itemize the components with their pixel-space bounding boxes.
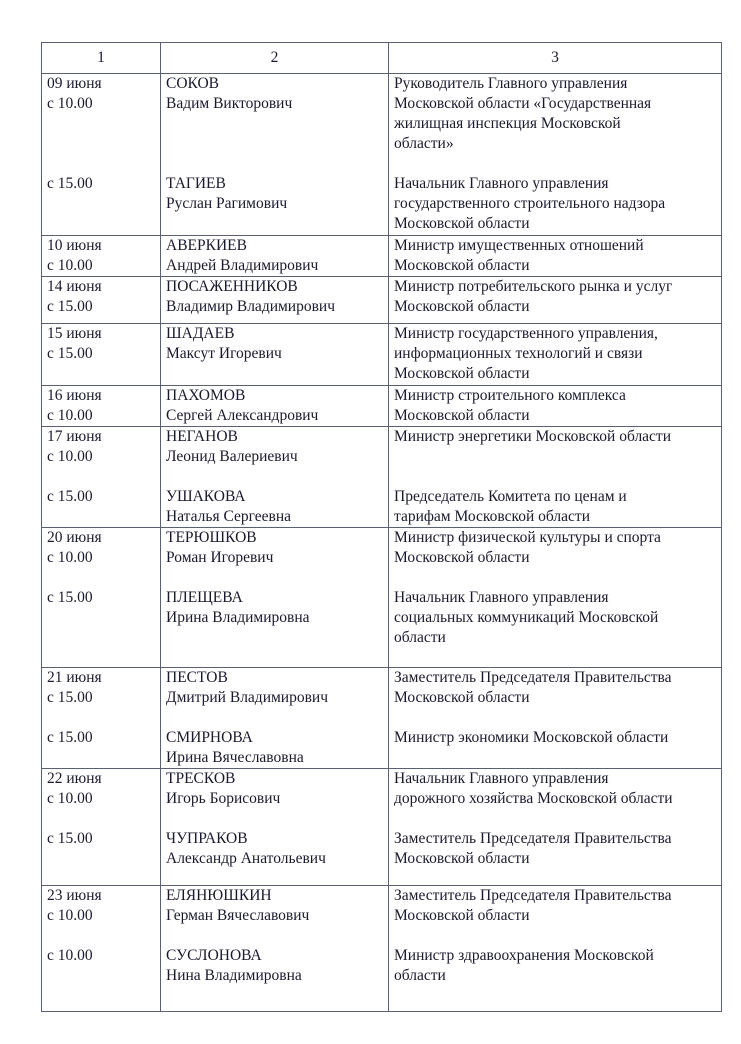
meeting-date: 10 июня (47, 237, 102, 254)
position-line: дорожного хозяйства Московской области (394, 790, 673, 807)
given-names: Нина Владимировна (166, 967, 302, 984)
table-row (42, 236, 722, 277)
spacer (394, 447, 717, 467)
position-line: Заместитель Председателя Правительства (394, 830, 672, 847)
position-line: Начальник Главного управления (394, 589, 609, 606)
surname: СОКОВ (166, 75, 220, 92)
position-line: Московской области (394, 850, 530, 867)
given-names: Леонид Валериевич (166, 448, 298, 465)
spacer (166, 809, 384, 829)
meeting-date: 22 июня (47, 770, 102, 787)
spacer (166, 154, 384, 174)
spacer (47, 926, 156, 946)
position-line: Московской области (394, 298, 530, 315)
spacer (166, 926, 384, 946)
meeting-time: с 10.00 (47, 407, 93, 424)
date-time-cell (42, 277, 161, 324)
position-line: Председатель Комитета по ценам и (394, 488, 627, 505)
meeting-time: с 10.00 (47, 549, 93, 566)
person-cell (161, 277, 389, 324)
meeting-date: 09 июня (47, 75, 102, 92)
header-col-1: 1 (42, 43, 161, 74)
given-names: Роман Игоревич (166, 549, 274, 566)
meeting-date: 17 июня (47, 428, 102, 445)
spacer (394, 568, 717, 588)
surname: СМИРНОВА (166, 729, 253, 746)
position-line: Московской области (394, 407, 530, 424)
position-line: Министр экономики Московской области (394, 729, 669, 746)
surname: ТРЕСКОВ (166, 770, 236, 787)
date-time-cell (42, 236, 161, 277)
position-line: Руководитель Главного управления (394, 75, 628, 92)
person-cell (161, 386, 389, 427)
meeting-time: с 10.00 (47, 947, 93, 964)
position-line: жилищная инспекция Московской (394, 115, 621, 132)
position-line: области (394, 967, 446, 984)
person-cell (161, 668, 389, 769)
date-time-cell (42, 74, 161, 236)
meeting-date: 23 июня (47, 887, 102, 904)
spacer (47, 154, 156, 174)
table-row (42, 324, 722, 386)
given-names: Максут Игоревич (166, 345, 282, 362)
surname: НЕГАНОВ (166, 428, 238, 445)
surname: АВЕРКИЕВ (166, 237, 247, 254)
position-line: Московской области (394, 365, 530, 382)
surname: ЧУПРАКОВ (166, 830, 248, 847)
given-names: Герман Вячеславович (166, 907, 310, 924)
meeting-time: с 15.00 (47, 729, 93, 746)
given-names: Андрей Владимирович (166, 257, 319, 274)
meeting-time: с 10.00 (47, 95, 93, 112)
spacer (394, 809, 717, 829)
position-line: социальных коммуникаций Московской (394, 609, 659, 626)
position-line: Московской области «Государственная (394, 95, 652, 112)
meeting-date: 14 июня (47, 278, 102, 295)
surname: УШАКОВА (166, 488, 246, 505)
meeting-time: с 15.00 (47, 488, 93, 505)
surname: ПОСАЖЕННИКОВ (166, 278, 298, 295)
surname: ЕЛЯНЮШКИН (166, 887, 272, 904)
given-names: Дмитрий Владимирович (166, 689, 329, 706)
spacer (47, 568, 156, 588)
person-cell (161, 74, 389, 236)
date-time-cell (42, 386, 161, 427)
meeting-date: 16 июня (47, 387, 102, 404)
person-cell (161, 769, 389, 886)
given-names: Ирина Вячеславовна (166, 749, 304, 766)
position-cell (389, 277, 722, 324)
surname: ШАДАЕВ (166, 325, 235, 342)
schedule-body (42, 43, 722, 1012)
spacer (47, 134, 156, 154)
position-line: Министр государственного управления, (394, 325, 658, 342)
meeting-time: с 15.00 (47, 345, 93, 362)
position-line: Московской области (394, 257, 530, 274)
given-names: Наталья Сергеевна (166, 508, 292, 525)
spacer (47, 708, 156, 728)
spacer (394, 467, 717, 487)
position-cell (389, 427, 722, 528)
given-names: Руслан Рагимович (166, 195, 288, 212)
position-line: области (394, 629, 446, 646)
position-cell (389, 769, 722, 886)
position-line: Заместитель Председателя Правительства (394, 887, 672, 904)
spacer (47, 809, 156, 829)
surname: ПЛЕЩЕВА (166, 589, 243, 606)
meeting-date: 15 июня (47, 325, 102, 342)
date-time-cell (42, 528, 161, 668)
position-line: информационных технологий и связи (394, 345, 643, 362)
surname: СУСЛОНОВА (166, 947, 262, 964)
date-time-cell (42, 886, 161, 1012)
table-row (42, 427, 722, 528)
given-names: Александр Анатольевич (166, 850, 326, 867)
position-line: Министр потребительского рынка и услуг (394, 278, 673, 295)
position-cell (389, 528, 722, 668)
meeting-time: с 10.00 (47, 448, 93, 465)
spacer (166, 708, 384, 728)
position-cell (389, 324, 722, 386)
spacer (166, 568, 384, 588)
table-row (42, 386, 722, 427)
table-row (42, 668, 722, 769)
table-row (42, 886, 722, 1012)
given-names: Владимир Владимирович (166, 298, 336, 315)
spacer (394, 708, 717, 728)
given-names: Игорь Борисович (166, 790, 281, 807)
meeting-time: с 15.00 (47, 689, 93, 706)
position-cell (389, 74, 722, 236)
meeting-time: с 10.00 (47, 907, 93, 924)
spacer (166, 134, 384, 154)
position-cell (389, 236, 722, 277)
meeting-date: 20 июня (47, 529, 102, 546)
meeting-time: с 15.00 (47, 298, 93, 315)
header-col-3: 3 (389, 43, 722, 74)
position-line: Начальник Главного управления (394, 770, 609, 787)
position-line: Московской области (394, 907, 530, 924)
meeting-time: с 10.00 (47, 790, 93, 807)
position-line: области» (394, 135, 454, 152)
position-line: Министр физической культуры и спорта (394, 529, 661, 546)
position-line: Московской области (394, 215, 530, 232)
surname: ТАГИЕВ (166, 175, 226, 192)
schedule-table (41, 42, 722, 1012)
given-names: Вадим Викторович (166, 95, 293, 112)
position-line: Министр энергетики Московской области (394, 428, 672, 445)
person-cell (161, 236, 389, 277)
position-cell (389, 668, 722, 769)
date-time-cell (42, 324, 161, 386)
table-row (42, 74, 722, 236)
position-line: Московской области (394, 689, 530, 706)
spacer (166, 467, 384, 487)
table-row (42, 769, 722, 886)
position-line: Министр строительного комплекса (394, 387, 626, 404)
spacer (166, 114, 384, 134)
date-time-cell (42, 668, 161, 769)
spacer (394, 926, 717, 946)
person-cell (161, 427, 389, 528)
position-line: Начальник Главного управления (394, 175, 609, 192)
spacer (47, 467, 156, 487)
position-line: Министр здравоохранения Московской (394, 947, 654, 964)
date-time-cell (42, 427, 161, 528)
surname: ТЕРЮШКОВ (166, 529, 257, 546)
spacer (47, 114, 156, 134)
date-time-cell (42, 769, 161, 886)
position-cell (389, 386, 722, 427)
header-row (42, 43, 722, 74)
person-cell (161, 324, 389, 386)
meeting-date: 21 июня (47, 669, 102, 686)
surname: ПЕСТОВ (166, 669, 228, 686)
person-cell (161, 886, 389, 1012)
meeting-time: с 10.00 (47, 257, 93, 274)
spacer (394, 154, 717, 174)
meeting-time: с 15.00 (47, 830, 93, 847)
table-row (42, 528, 722, 668)
meeting-time: с 15.00 (47, 589, 93, 606)
given-names: Ирина Владимировна (166, 609, 310, 626)
person-cell (161, 528, 389, 668)
position-line: государственного строительного надзора (394, 195, 666, 212)
position-cell (389, 886, 722, 1012)
position-line: тарифам Московской области (394, 508, 590, 525)
surname: ПАХОМОВ (166, 387, 246, 404)
meeting-time: с 15.00 (47, 175, 93, 192)
position-line: Московской области (394, 549, 530, 566)
table-row (42, 277, 722, 324)
header-col-2: 2 (161, 43, 389, 74)
position-line: Заместитель Председателя Правительства (394, 669, 672, 686)
given-names: Сергей Александрович (166, 407, 319, 424)
position-line: Министр имущественных отношений (394, 237, 644, 254)
